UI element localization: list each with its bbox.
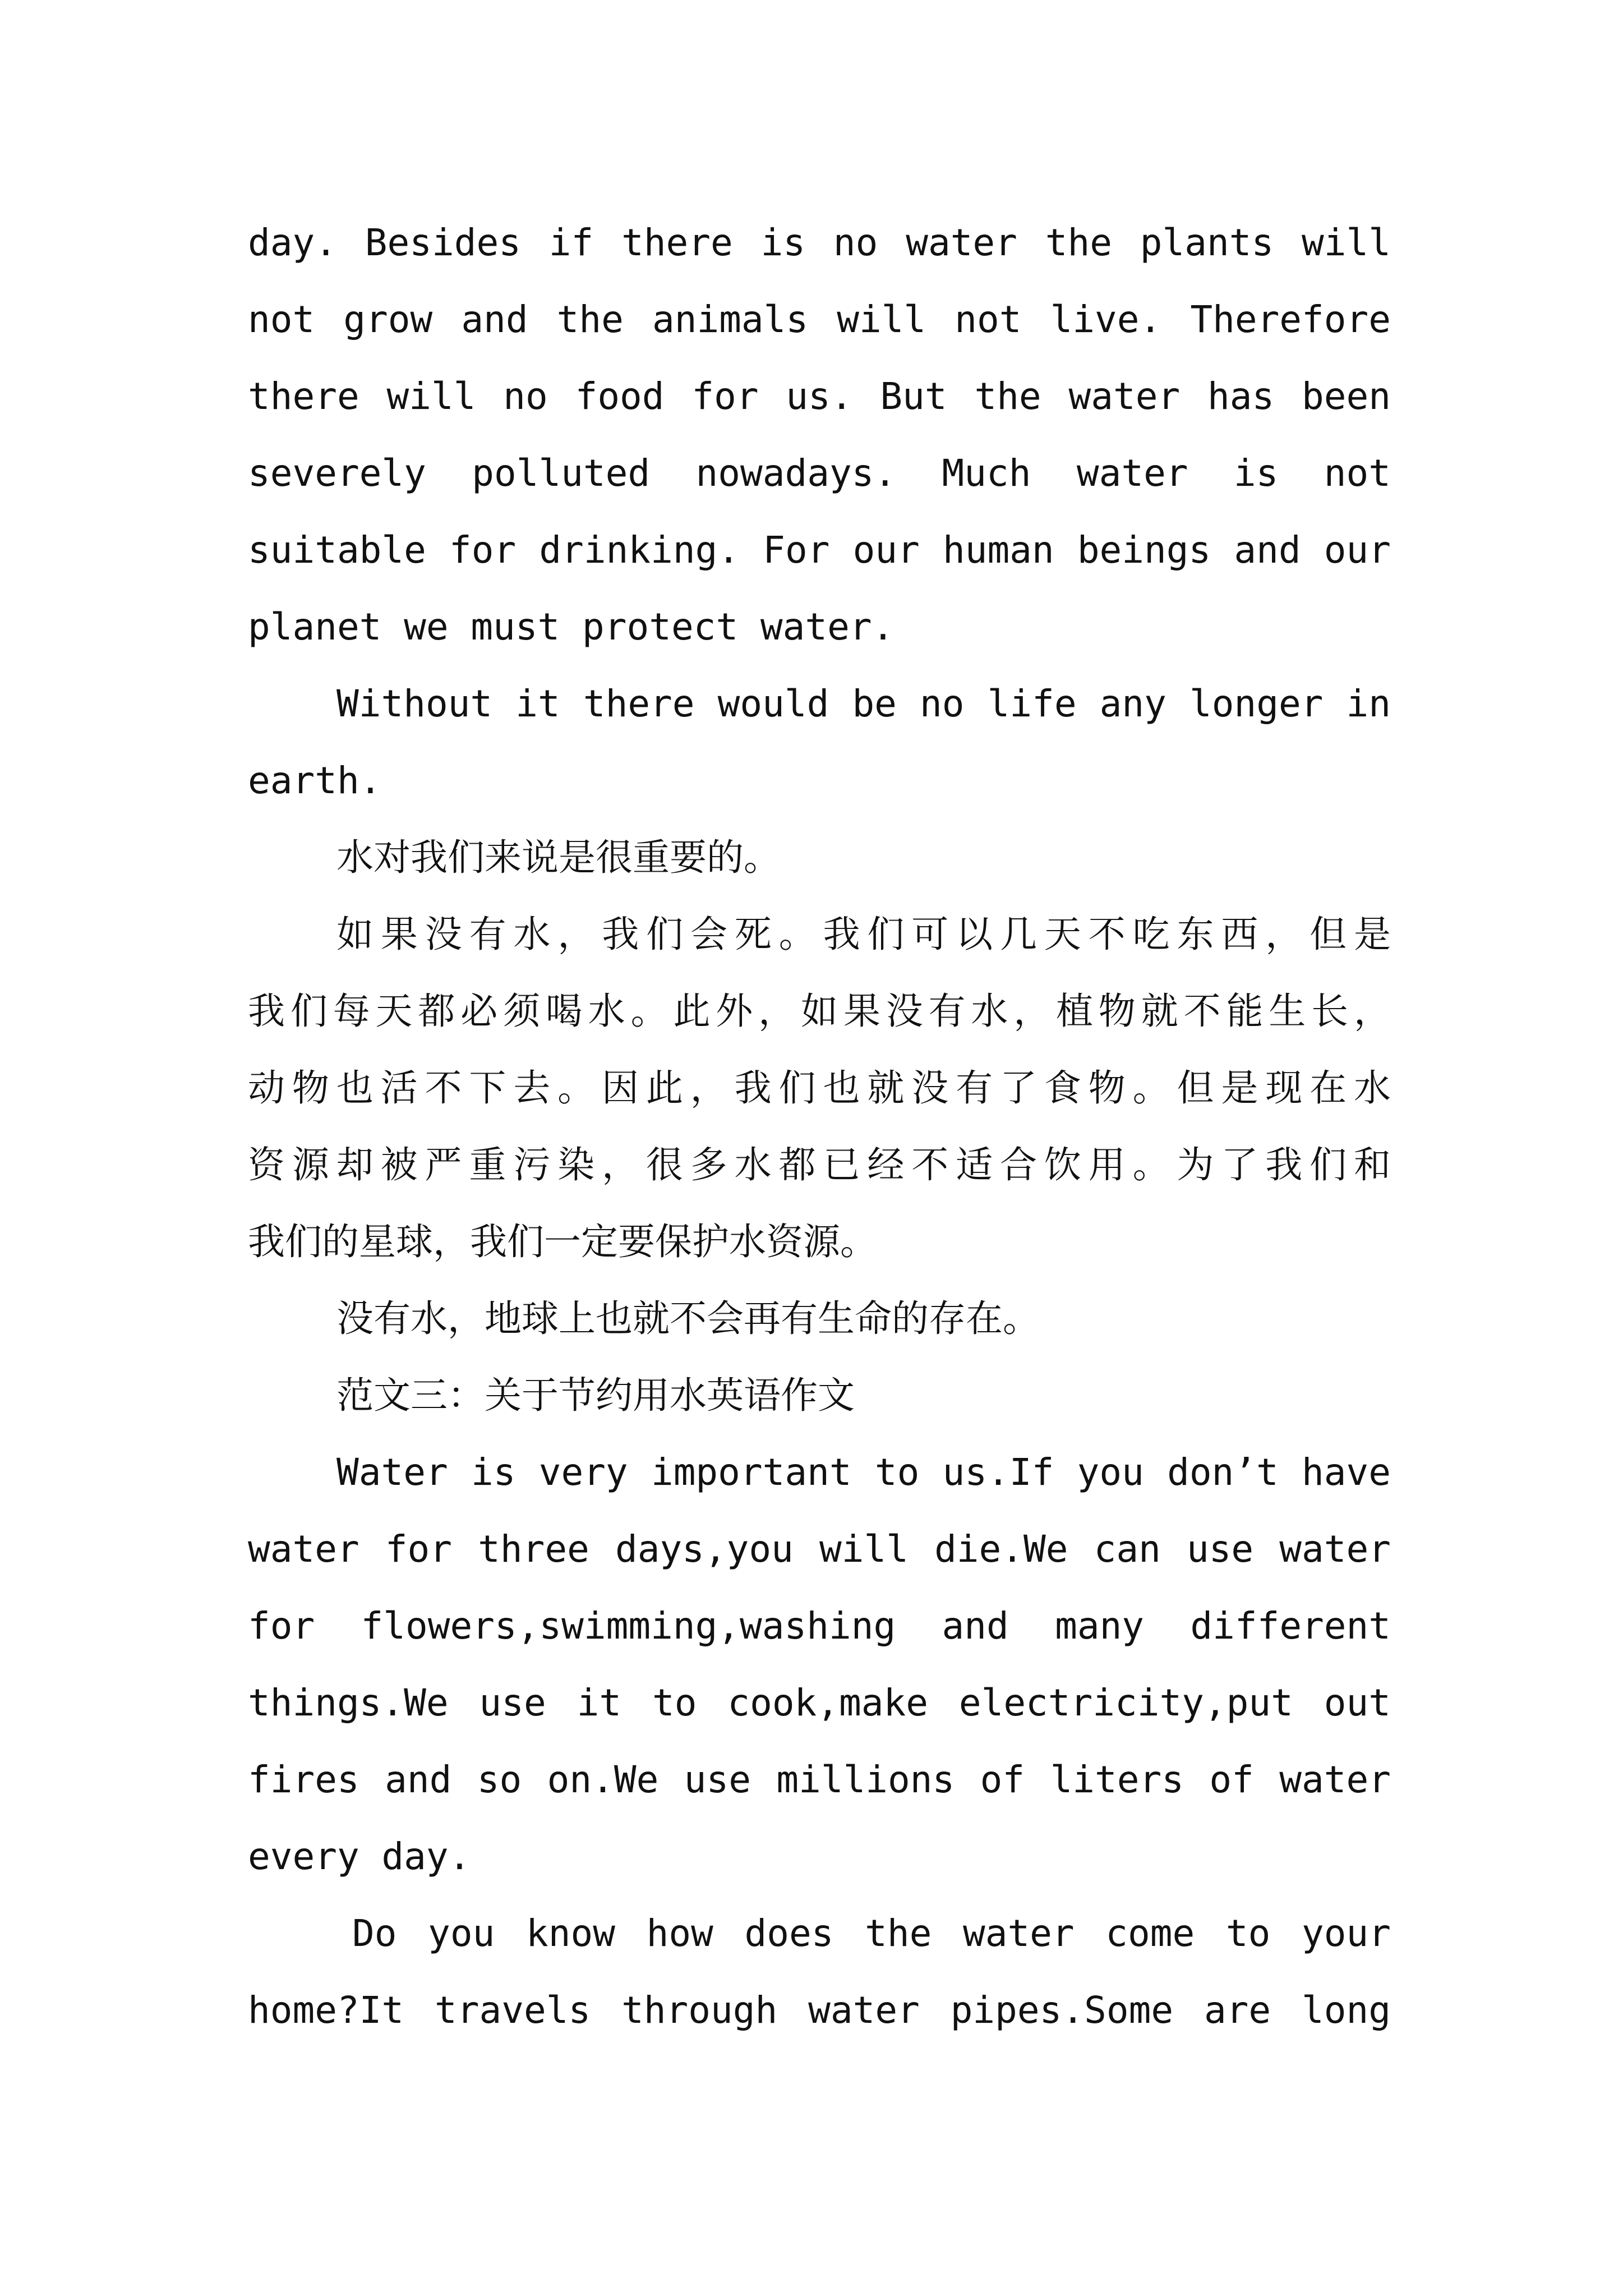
chinese-text-line: 我们每天都必须喝水。此外，如果没有水，植物就不能生长， (248, 990, 1391, 1033)
text-line: home?It travels through water pipes.Some are long (248, 1989, 1391, 2032)
text-line: there will no food for us. But the water has been (248, 375, 1391, 418)
text-line: for flowers,swimming,washing and many different (248, 1604, 1391, 1648)
text-line: earth. (248, 759, 382, 802)
text-line: water for three days,you will die.We can use water (248, 1527, 1391, 1571)
text-line: day. Besides if there is no water the plants will (248, 221, 1391, 264)
paragraph-line: Water is very important to us.If you don’t have (336, 1451, 1391, 1494)
chinese-paragraph-line: 如果没有水，我们会死。我们可以几天不吃东西，但是 (336, 913, 1391, 956)
text-line: planet we must protect water. (248, 605, 895, 648)
chinese-text-line: 动物也活不下去。因此，我们也就没有了食物。但是现在水 (248, 1066, 1391, 1110)
paragraph-line: Without it there would be no life any longer in (336, 682, 1391, 725)
text-line: things.We use it to cook,make electricity,put out (248, 1681, 1391, 1724)
chinese-text-line: 资源却被严重污染，很多水都已经不适合饮用。为了我们和 (248, 1143, 1391, 1186)
text-line: suitable for drinking. For our human beings and our (248, 528, 1391, 572)
section-heading: 范文三：关于节约用水英语作文 (336, 1374, 855, 1417)
text-line: not grow and the animals will not live. Therefore (248, 298, 1391, 341)
chinese-paragraph-line: 水对我们来说是很重要的。 (336, 836, 781, 879)
chinese-paragraph-line: 没有水，地球上也就不会再有生命的存在。 (336, 1297, 1040, 1340)
text-line: fires and so on.We use millions of liters of water (248, 1758, 1391, 1801)
paragraph-line: Do you know how does the water come to your (352, 1912, 1391, 1955)
text-line: severely polluted nowadays. Much water is not (248, 452, 1391, 495)
chinese-text-line: 我们的星球，我们一定要保护水资源。 (248, 1220, 877, 1263)
text-line: every day. (248, 1835, 471, 1878)
